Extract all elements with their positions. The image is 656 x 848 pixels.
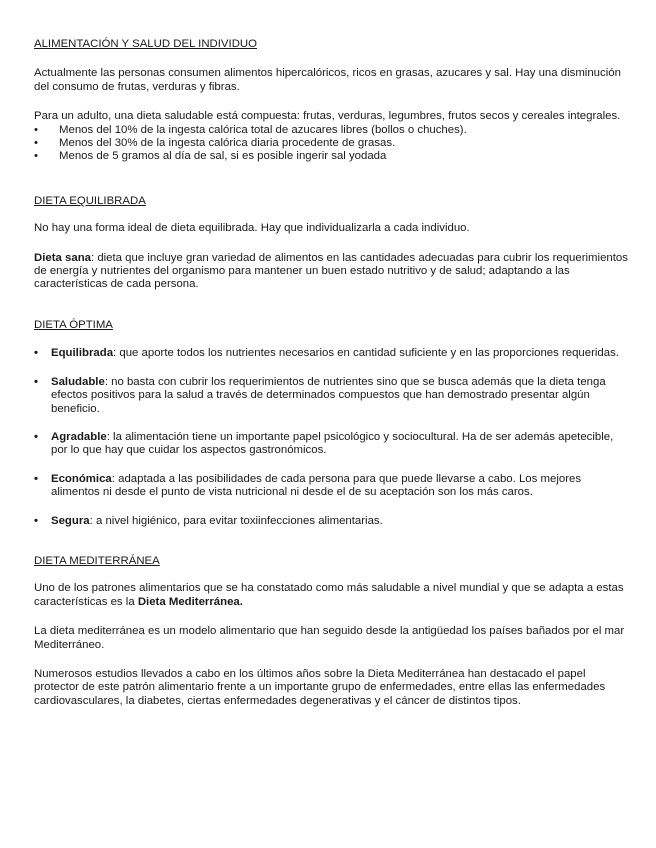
paragraph: No hay una forma ideal de dieta equilibrada. Hay que individualizarla a cada individuo.	[34, 222, 470, 235]
term: Agradable	[51, 430, 107, 443]
list-item: • Menos del 10% de la ingesta calórica total de azucares libres (bollos o chuches).	[34, 124, 632, 137]
paragraph	[34, 582, 632, 609]
paragraph: Actualmente las personas consumen alimentos hipercalóricos, ricos en grasas, azucares y sal. Hay una disminución del consumo de frutas, verduras y fibras.	[34, 67, 621, 93]
list-item	[34, 473, 632, 500]
definition: : que aporte todos los nutrientes necesarios en cantidad suficiente y en las proporciones requeridas.	[113, 347, 619, 360]
dieta-optima-list	[34, 347, 632, 528]
paragraph: Para un adulto, una dieta saludable está compuesta: frutas, verduras, legumbres, frutos secos y cereales integrales.	[34, 110, 621, 123]
definition: : adaptada a las posibilidades de cada persona para que puede llevarse a cabo. Los mejores alimentos ni desde el punto de vista nutricional ni desde el de su aceptación son los más caros.	[51, 472, 582, 499]
definition: : dieta que incluye gran variedad de alimentos en las cantidades adecuadas para cubrir los requerimientos de energía y nutrientes del organismo para mantener un buen estado nutritivo y de salud; adaptando a las características de cada persona.	[34, 251, 628, 291]
term: Equilibrada	[51, 347, 114, 360]
term: Dieta sana	[34, 251, 91, 264]
paragraph: La dieta mediterránea es un modelo alimentario que han seguido desde la antigüedad los países bañados por el mar Mediterráneo.	[34, 625, 625, 651]
section-heading-dieta-equilibrada: DIETA EQUILIBRADA	[34, 194, 146, 207]
list-item	[34, 515, 632, 528]
definition: : a nivel higiénico, para evitar toxiinfecciones alimentarias.	[89, 514, 383, 527]
term: Segura	[51, 514, 90, 527]
section-heading-alimentacion: ALIMENTACIÓN Y SALUD DEL INDIVIDUO	[34, 38, 258, 50]
paragraph: Numerosos estudios llevados a cabo en los últimos años sobre la Dieta Mediterránea han destacado el papel protector de este patrón alimentario frente a un importante grupo de enfermedades, entre ellas las enfermedades cardiovasculares, la diabetes, ciertas enfermedades degenerativas y el cáncer de distintos tipos.	[34, 667, 606, 707]
section-heading-dieta-mediterranea: DIETA MEDITERRÁNEA	[34, 554, 160, 567]
definition: : la alimentación tiene un importante papel psicológico y sociocultural. Ha de ser además apetecible, por lo que hay que cuidar los aspectos gastronómicos.	[51, 430, 614, 457]
paragraph-dieta-sana	[34, 252, 632, 292]
recommendation-list	[34, 124, 632, 164]
list-item	[34, 376, 632, 416]
section-heading-dieta-optima: DIETA ÓPTIMA	[34, 318, 113, 331]
term: Saludable	[51, 375, 105, 388]
list-item	[34, 347, 632, 360]
term: Económica	[51, 472, 112, 485]
list-item: • Menos de 5 gramos al día de sal, si es posible ingerir sal yodada	[34, 150, 632, 163]
list-item: • Menos del 30% de la ingesta calórica diaria procedente de grasas.	[34, 137, 632, 150]
list-item	[34, 431, 632, 458]
term: Dieta Mediterránea.	[137, 595, 243, 608]
definition: : no basta con cubrir los requerimientos de nutrientes sino que se busca además que la dieta tenga efectos positivos para la salud a través de determinados compuestos que han demostrado presentar algún beneficio.	[51, 375, 606, 415]
text: Uno de los patrones alimentarios que se ha constatado como más saludable a nivel mundial y que se adapta a estas características es la	[34, 582, 624, 608]
